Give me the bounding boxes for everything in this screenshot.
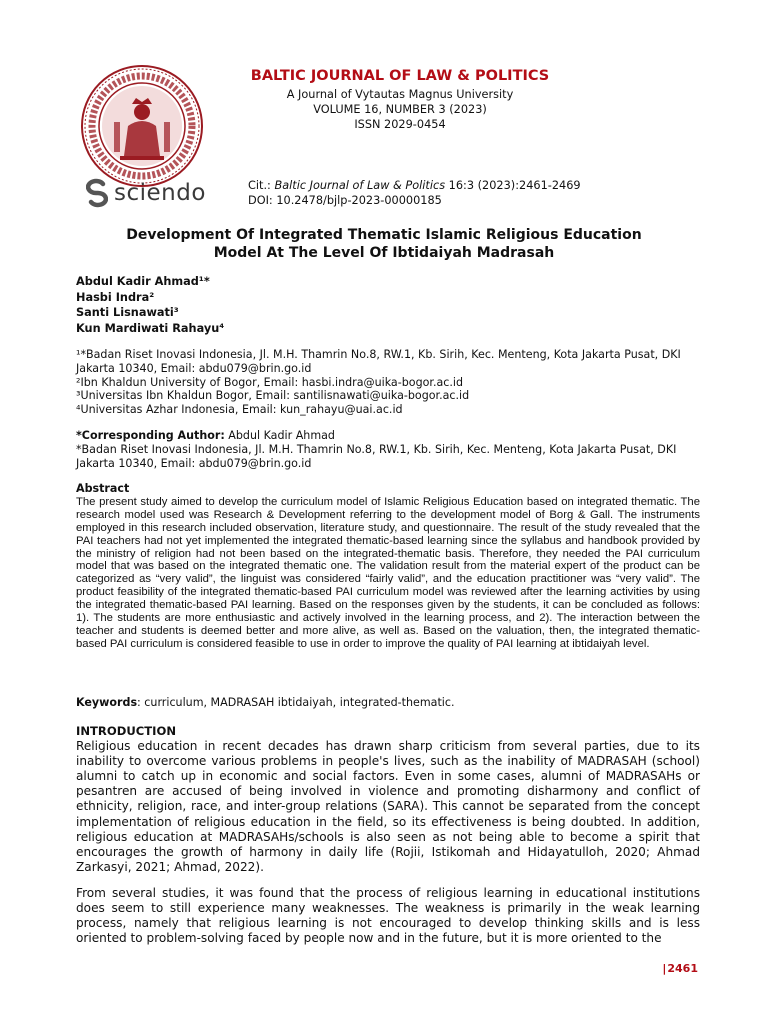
- corresponding-address: *Badan Riset Inovasi Indonesia, Jl. M.H. Thamrin No.8, RW.1, Kb. Sirih, Kec. Menteng, Kota Jakarta Pusat, DKI Jakarta 10340, Email: abdu079@brin.go.id: [76, 442, 677, 470]
- abstract: [76, 483, 700, 651]
- author-name: Hasbi Indra²: [76, 290, 155, 304]
- page-number-bar: |: [662, 962, 667, 975]
- keywords: [76, 696, 700, 710]
- author-name: Abdul Kadir Ahmad¹*: [76, 275, 210, 288]
- university-seal-logo: [80, 64, 204, 188]
- affiliation: ¹*Badan Riset Inovasi Indonesia, Jl. M.H. Thamrin No.8, RW.1, Kb. Sirih, Kec. Menteng, Kota Jakarta Pusat, DKI Jakarta 10340, Email: abdu079@brin.go.id: [76, 348, 681, 375]
- page-number-value: 2461: [667, 962, 698, 975]
- journal-subtitle: A Journal of Vytautas Magnus University: [286, 88, 514, 101]
- citation-details: 16:3 (2023):2461-2469: [445, 179, 581, 192]
- article-title: [76, 226, 692, 262]
- corresponding-author-line: [76, 429, 700, 443]
- introduction-paragraph-2: From several studies, it was found that the process of religious learning in educational institutions does seem to still experience many weaknesses. The weakness is primarily in the weak learning process, namely that religious learning is not encouraged to develop thinking skills and is less oriented to problem-solving faced by people now and in the future, but it is more oriented to the: [76, 886, 700, 946]
- affiliation: ²Ibn Khaldun University of Bogor, Email: hasbi.indra@uika-bogor.ac.id: [76, 375, 464, 389]
- author-list: [76, 274, 224, 336]
- journal-volume: VOLUME 16, NUMBER 3 (2023): [313, 103, 487, 116]
- article-title-line2: Model At The Level Of Ibtidaiyah Madrasah: [213, 245, 555, 261]
- affiliation: ³Universitas Ibn Khaldun Bogor, Email: santilisnawati@uika-bogor.ac.id: [76, 389, 470, 403]
- page-number: [662, 962, 698, 975]
- introduction-section: [76, 724, 700, 875]
- affiliation: ⁴Universitas Azhar Indonesia, Email: kun_rahayu@uai.ac.id: [76, 403, 403, 417]
- keywords-label: Keywords: [76, 696, 138, 709]
- abstract-text: The present study aimed to develop the curriculum model of Islamic Religious Education based on integrated thematic. The research model used was Research & Development referring to the development model of Borg & Gall. The instruments employed in this research included observation, literature study, and questionnaire. The result of the study revealed that the PAI teachers had not yet implemented the integrated thematic-based learning since the syllabus and handbook provided by the ministry of religion had not been based on the integrated-thematic basis. Therefore, they needed the PAI curriculum model that was based on the integrated thematic one. The validation result from the material expert of the product can be categorized as “very valid”, the linguist was considered “fairly valid”, and the education practitioner was “very valid”. The product feasibility of the integrated thematic-based PAI curriculum model was reviewed after the learning activities by using the integrated thematic-based PAI learning. Based on the responses given by the students, it can be concluded as follows: 1). The students are more enthusiastic and actively involved in the learning process, and 2). The interaction between the teacher and students is deemed better and more alive, as well as. Based on the valuation, then, the integrated thematic-based PAI curriculum is considered feasible to use in order to improve the quality of PAI learning at ibtidaiyah level.: [76, 495, 700, 650]
- corresponding-label: *Corresponding Author:: [76, 429, 225, 442]
- introduction-heading: INTRODUCTION: [76, 724, 177, 738]
- corresponding-author: [76, 429, 700, 470]
- citation-journal: Baltic Journal of Law & Politics: [274, 179, 446, 192]
- journal-title: BALTIC JOURNAL OF LAW & POLITICS: [250, 68, 550, 84]
- publisher-logo: [86, 178, 206, 208]
- journal-issn: ISSN 2029-0454: [354, 118, 446, 131]
- article-title-line1: Development Of Integrated Thematic Islamic Religious Education: [126, 227, 642, 243]
- sciendo-s-icon: [86, 178, 108, 208]
- citation-line: [248, 178, 581, 193]
- affiliations: [76, 348, 700, 417]
- author-name: Santi Lisnawati³: [76, 306, 179, 319]
- citation-block: [248, 178, 581, 208]
- citation-label: Cit.:: [248, 179, 275, 192]
- introduction-paragraph: Religious education in recent decades has drawn sharp criticism from several parties, due to its inability to overcome various problems in people's lives, such as the inability of MADRASAH (school) alumni to catch up in economic and social factors. Even in some cases, alumni of MADRASAHs or pesantren are accused of being involved in violence and promoting disharmony and conflict of ethnicity, religion, race, and inter-group relations (SARA). This cannot be separated from the concept implementation of religious education in the field, so its effectiveness is being doubted. In addition, religious education at MADRASAHs/schools is also seen as not being able to become a spirit that encourages the growth of harmony in daily life (Rojii, Istikomah and Hidayatulloh, 2020; Ahmad Zarkasyi, 2021; Ahmad, 2022).: [76, 739, 700, 874]
- citation-doi[interactable]: DOI: 10.2478/bjlp-2023-00000185: [248, 194, 442, 207]
- abstract-heading: Abstract: [76, 482, 130, 495]
- author-name: Kun Mardiwati Rahayu⁴: [76, 321, 225, 335]
- publisher-name: sciendo: [114, 180, 206, 206]
- corresponding-name: Abdul Kadir Ahmad: [224, 429, 335, 442]
- keywords-text: : curriculum, MADRASAH ibtidaiyah, integrated-thematic.: [137, 696, 455, 709]
- journal-header: [250, 68, 550, 132]
